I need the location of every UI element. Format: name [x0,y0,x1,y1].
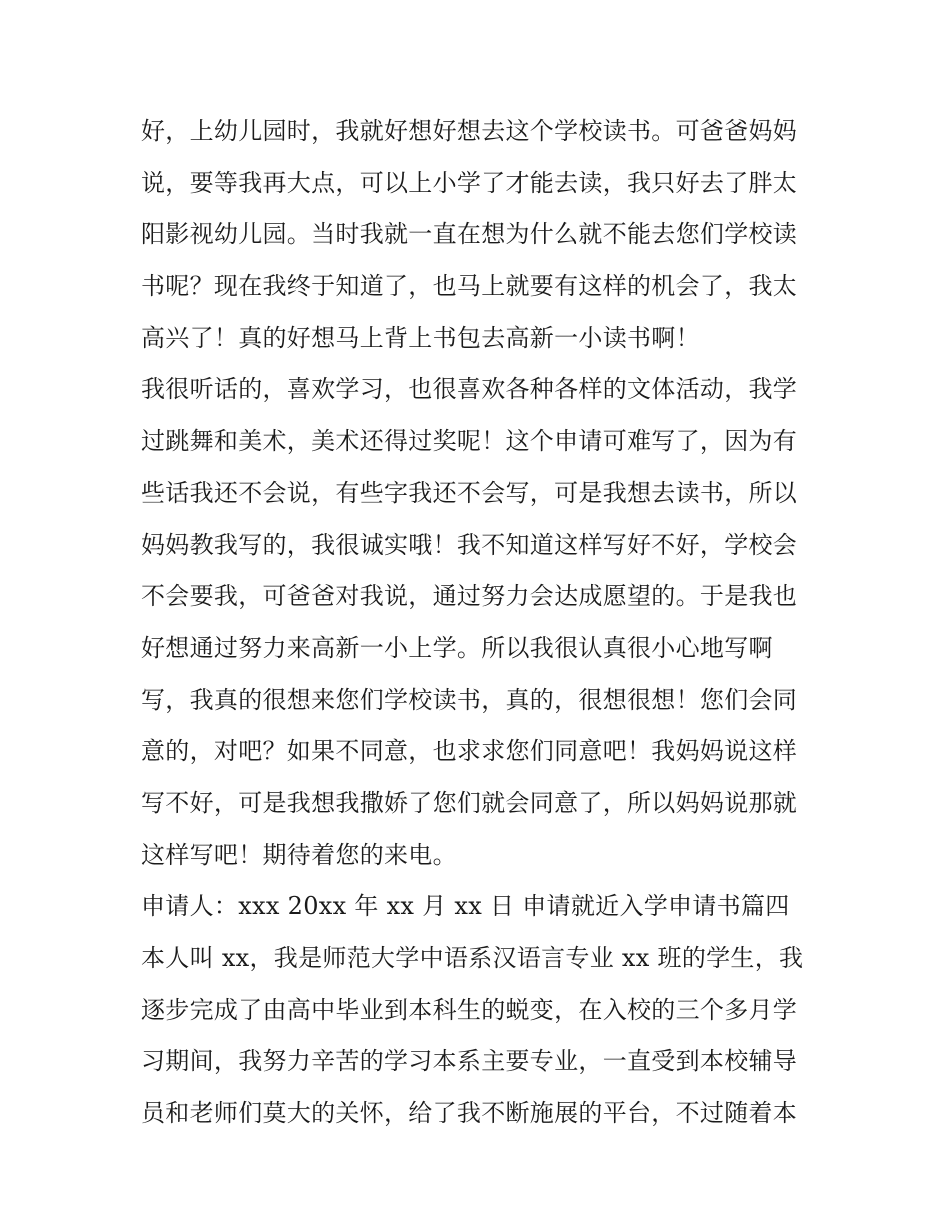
text-line: 写不好，可是我想我撒娇了您们就会同意了，所以妈妈说那就 [141,788,798,817]
body-text [141,106,821,1140]
text-line: 我很听话的，喜欢学习，也很喜欢各种各样的文体活动，我学 [141,375,798,404]
text-line: 不会要我，可爸爸对我说，通过努力会达成愿望的。于是我也 [141,582,798,611]
text-line: 阳影视幼儿园。当时我就一直在想为什么就不能去您们学校读 [141,220,798,249]
text-line: 妈妈教我写的，我很诚实哦！我不知道这样写好不好，学校会 [141,530,798,559]
text-line: 些话我还不会说，有些字我还不会写，可是我想去读书，所以 [141,478,798,507]
text-line: 意的，对吧？如果不同意，也求求您们同意吧！我妈妈说这样 [141,737,798,766]
text-line: 这样写吧！期待着您的来电。 [141,840,457,869]
applicant-line: 申请人：xxx 20xx 年 xx 月 xx 日 申请就近入学申请书篇四 [141,892,790,921]
text-line: 本人叫 xx，我是师范大学中语系汉语言专业 xx 班的学生，我 [141,944,804,972]
text-line: 习期间，我努力辛苦的学习本系主要专业，一直受到本校辅导 [141,1047,798,1076]
text-line: 好，上幼儿园时，我就好想好想去这个学校读书。可爸爸妈妈 [141,117,798,145]
text-line: 好想通过努力来高新一小上学。所以我很认真很小心地写啊 [141,633,773,662]
text-line: 写，我真的很想来您们学校读书，真的，很想很想！您们会同 [141,685,798,714]
text-line: 高兴了！真的好想马上背上书包去高新一小读书啊！ [141,323,700,352]
text-line: 书呢？现在我终于知道了，也马上就要有这样的机会了，我太 [141,272,798,301]
text-line: 说，要等我再大点，可以上小学了才能去读，我只好去了胖太 [141,168,798,197]
text-line: 过跳舞和美术，美术还得过奖呢！这个申请可难写了，因为有 [141,427,798,456]
text-line: 逐步完成了由高中毕业到本科生的蜕变，在入校的三个多月学 [141,995,798,1024]
text-line: 员和老师们莫大的关怀，给了我不断施展的平台，不过随着本 [141,1099,798,1128]
